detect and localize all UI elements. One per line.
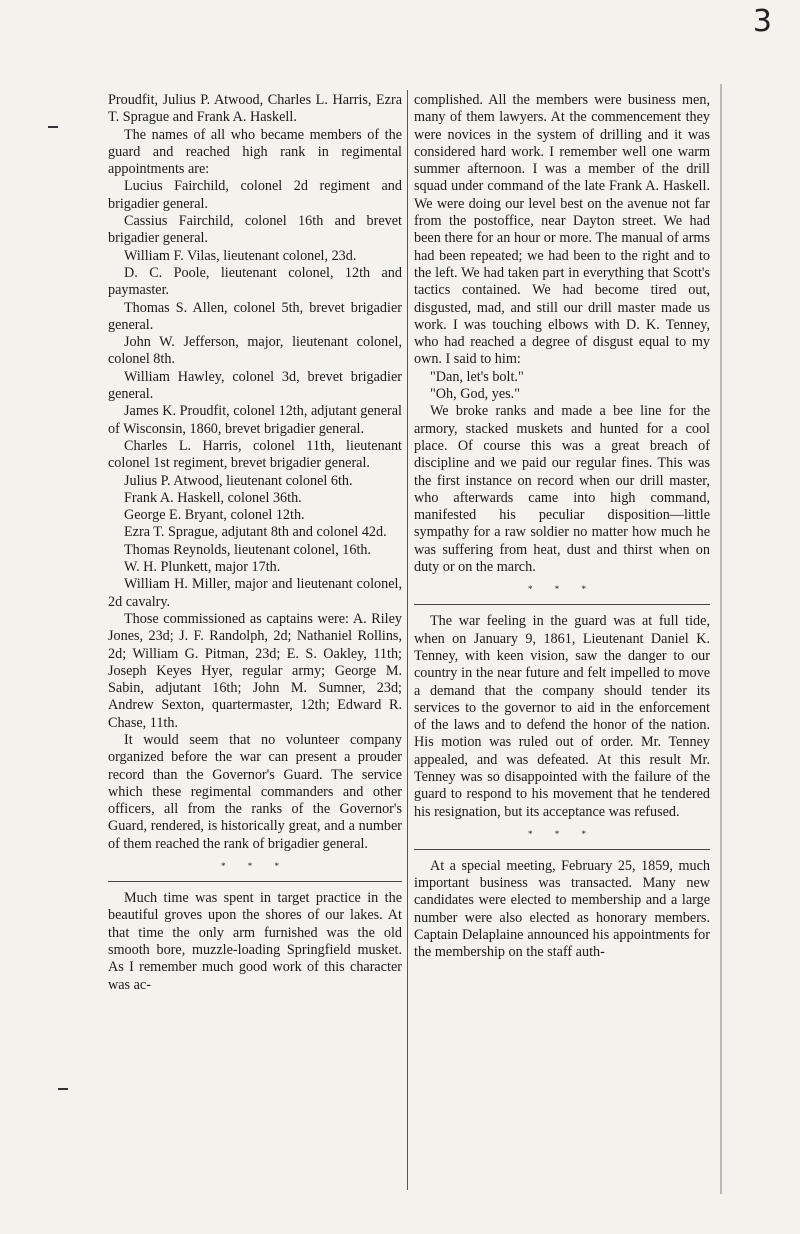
paragraph: We broke ranks and made a bee line for the armory, stacked muskets and hunted for a cool place. Of course this was a great breach of discipline and we paid our regular fines. This was the first instance on record when our drill master, who afterwards came into high command, manifested his peculiar disposition—little sympathy for a raw soldier no matter how much he was suffering from heat, dust and thirst when on duty or on the march. [414, 403, 710, 576]
paragraph: Much time was spent in target practice in the beautiful groves upon the shores of our lakes. At that time the only arm furnished was the old smooth bore, muzzle-loading Springfield musket. As I remember much good work of this character was ac- [108, 890, 402, 993]
section-separator: * * * [221, 861, 289, 872]
section-separator: * * * [528, 584, 596, 595]
page-edge-rule [720, 84, 722, 1194]
divider [414, 849, 710, 850]
left-column [108, 92, 402, 994]
divider [108, 881, 402, 882]
paragraph: William H. Miller, major and lieutenant colonel, 2d cavalry. [108, 576, 402, 610]
margin-mark [48, 126, 58, 128]
divider [414, 604, 710, 605]
paragraph: D. C. Poole, lieutenant colonel, 12th and paymaster. [108, 264, 402, 299]
paragraph: Frank A. Haskell, colonel 36th. [124, 489, 302, 506]
paragraph: Thomas Reynolds, lieutenant colonel, 16th. [124, 541, 372, 558]
faint-stamp-mark [590, 24, 700, 44]
paragraph: Proudfit, Julius P. Atwood, Charles L. Harris, Ezra T. Sprague and Frank A. Haskell. [108, 92, 402, 126]
paragraph: Ezra T. Sprague, adjutant 8th and colonel 42d. [124, 524, 387, 541]
paragraph: John W. Jefferson, major, lieutenant colonel, colonel 8th. [108, 334, 402, 368]
paragraph: Julius P. Atwood, lieutenant colonel 6th. [124, 472, 353, 489]
paragraph: William F. Vilas, lieutenant colonel, 23d. [124, 247, 357, 264]
paragraph: complished. All the members were business men, many of them lawyers. At the commencement they were novices in the system of drilling and it was considered hard work. I remember well one warm summer afternoon. I was a member of the drill squad under command of the late Frank A. Haskell. We were doing our level best on the avenue not far from the postoffice, near Dayton street. We had been there for an hour or more. The manual of arms had been repeated; we had been to the right and to the left. We had taken part in everything that Scott's tactics contained. We had become tired out, disgusted, mad, and still our drill master made us work. I was touching elbows with D. K. Tenney, who had reached a degree of disgust equal to my own. I said to him: [414, 92, 710, 368]
margin-mark [58, 1088, 68, 1090]
paragraph: William Hawley, colonel 3d, brevet brigadier general. [108, 368, 402, 403]
paragraph: Those commissioned as captains were: A. Riley Jones, 23d; J. F. Randolph, 2d; Nathaniel Rollins, 2d; William G. Pitman, 23d; E. S. Oakley, 11th; Joseph Keyes Hyer, regular army; George M. Sabin, adjutant 16th; John M. Sumner, 23d; Andrew Sexton, quartermaster, 12th; Edward R. Chase, 11th. [108, 610, 402, 731]
paragraph: George E. Bryant, colonel 12th. [124, 507, 305, 524]
right-column [414, 92, 710, 962]
paragraph: "Oh, God, yes." [430, 386, 521, 403]
paragraph: The war feeling in the guard was at full tide, when on January 9, 1861, Lieutenant Daniel K. Tenney, with keen vision, saw the danger to our country in the near future and felt impelled to move a demand that the company should tender its services to the governor to aid in the enforcement of the laws and to defend the honor of the nation. His motion was ruled out of order. Mr. Tenney appealed, and was defeated. At this result Mr. Tenney was so disappointed with the failure of the guard to respond to his movement that he tendered his resignation, but its acceptance was refused. [414, 613, 710, 820]
column-rule [407, 90, 408, 1190]
paragraph: James K. Proudfit, colonel 12th, adjutant general of Wisconsin, 1860, brevet brigadier general. [108, 403, 402, 437]
paragraph: Charles L. Harris, colonel 11th, lieutenant colonel 1st regiment, brevet brigadier general. [108, 437, 402, 472]
section-separator: * * * [528, 828, 596, 839]
paragraph: It would seem that no volunteer company organized before the war can present a prouder record than the Governor's Guard. The service which these regimental commanders and other officers, all from the ranks of the Governor's Guard, rendered, is historically great, and a number of them reached the rank of brigadier general. [108, 731, 402, 852]
paragraph: Cassius Fairchild, colonel 16th and brevet brigadier general. [108, 213, 402, 247]
paragraph: Thomas S. Allen, colonel 5th, brevet brigadier general. [108, 299, 402, 333]
paragraph: W. H. Plunkett, major 17th. [124, 559, 281, 576]
paragraph: At a special meeting, February 25, 1859, much important business was transacted. Many new candidates were elected to membership and a large number were also elected as honorary members. Captain Delaplaine announced his appointments for the membership on the staff auth- [414, 857, 710, 961]
paragraph: The names of all who became members of the guard and reached high rank in regimental appointments are: [108, 126, 402, 178]
page-number: 3 [752, 4, 772, 39]
paragraph: Lucius Fairchild, colonel 2d regiment and brigadier general. [108, 178, 402, 212]
paragraph: "Dan, let's bolt." [430, 368, 524, 385]
